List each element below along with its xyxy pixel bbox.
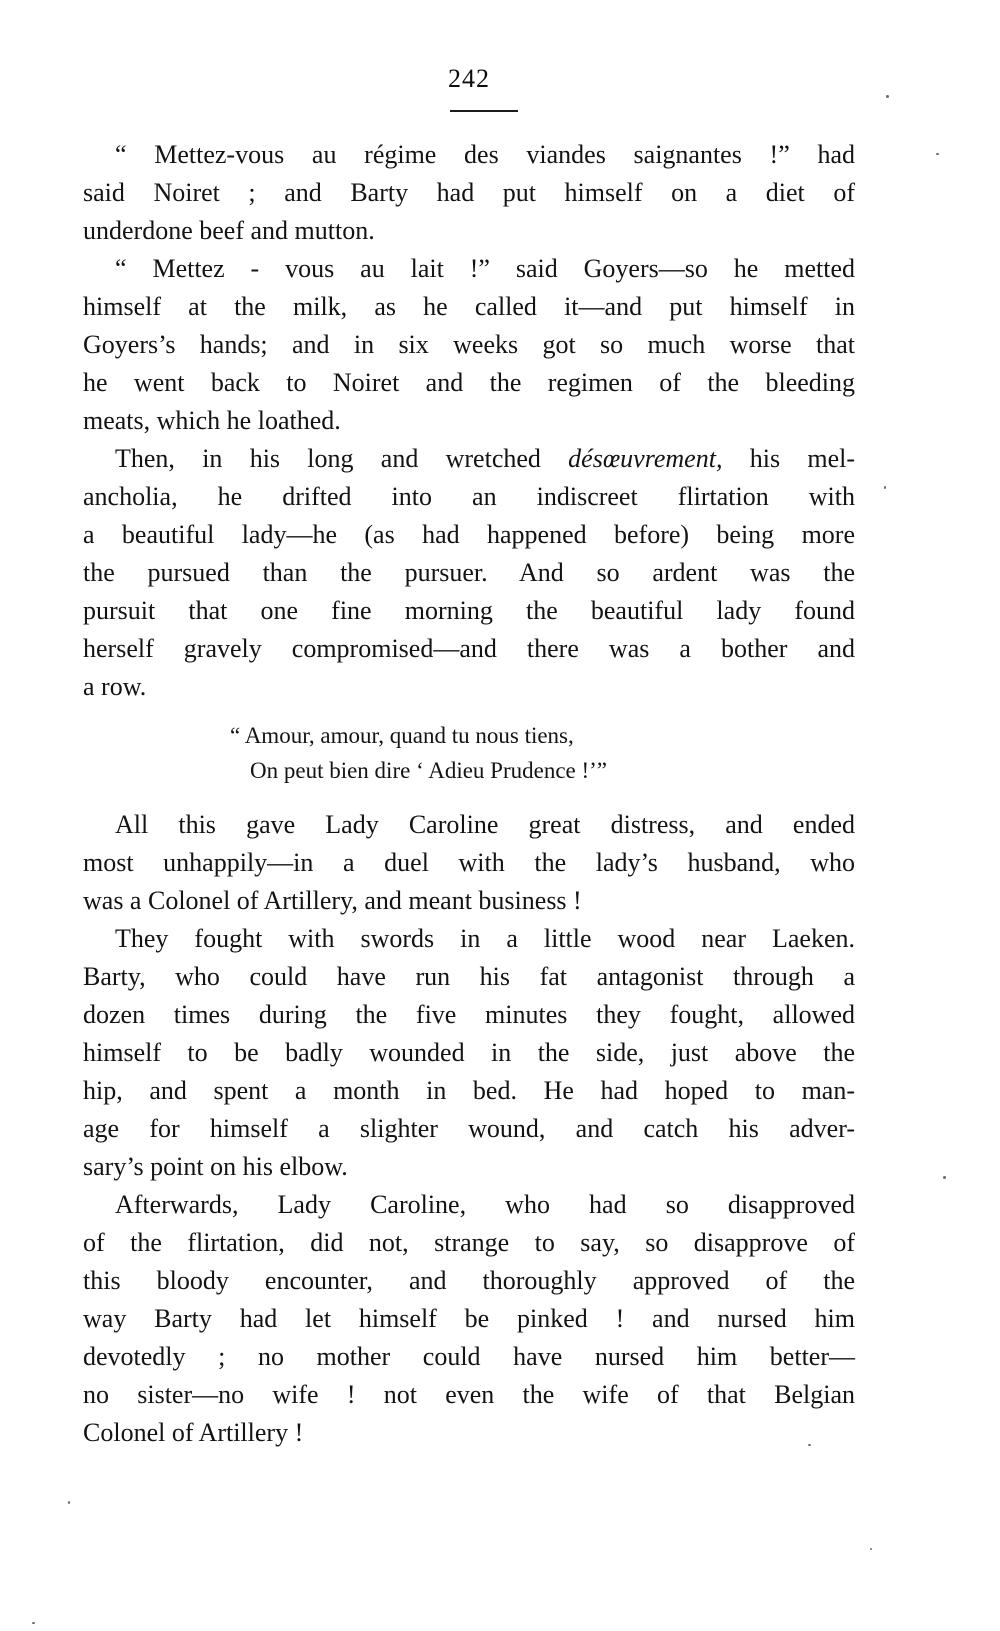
- text-line: was a Colonel of Artillery, and meant business !: [83, 886, 582, 915]
- text-line: “ Mettez - vous au lait !” said Goyers—so he metted: [115, 254, 855, 283]
- text-line: this bloody encounter, and thoroughly approved of the: [83, 1266, 855, 1295]
- paragraph-4: [83, 806, 855, 920]
- text-line: herself gravely compromised—and there was a bother and: [83, 634, 855, 663]
- text-line: said Noiret ; and Barty had put himself on a diet of: [83, 178, 855, 207]
- text-line: the pursued than the pursuer. And so ardent was the: [83, 558, 855, 587]
- text-line: All this gave Lady Caroline great distress, and ended: [115, 810, 855, 839]
- page-number: 242: [448, 64, 490, 93]
- text-line: Afterwards, Lady Caroline, who had so disapproved: [115, 1190, 855, 1219]
- text-line: ancholia, he drifted into an indiscreet flirtation with: [83, 482, 855, 511]
- paragraph-1: [83, 136, 855, 250]
- text-line: They fought with swords in a little wood near Laeken.: [115, 924, 855, 953]
- verse-line: On peut bien dire ‘ Adieu Prudence !’”: [250, 758, 608, 783]
- scan-speck: [870, 1548, 872, 1550]
- folio-container: [83, 64, 855, 94]
- text-line: Goyers’s hands; and in six weeks got so much worse that: [83, 330, 855, 359]
- text-line: meats, which he loathed.: [83, 406, 341, 435]
- text-line: sary’s point on his elbow.: [83, 1152, 348, 1181]
- scan-speck: [884, 486, 886, 489]
- page-body: [83, 136, 855, 1452]
- text-line: hip, and spent a month in bed. He had hoped to man-: [83, 1076, 855, 1105]
- scan-speck: [68, 1501, 70, 1504]
- text-line: pursuit that one fine morning the beautiful lady found: [83, 596, 855, 625]
- scan-speck: [936, 153, 939, 155]
- text-line: way Barty had let himself be pinked ! and nursed him: [83, 1304, 855, 1333]
- text-line: himself at the milk, as he called it—and put himself in: [83, 292, 855, 321]
- text-line: Barty, who could have run his fat antagonist through a: [83, 962, 855, 991]
- text-line: “ Mettez-vous au régime des viandes saignantes !” had: [115, 140, 855, 169]
- text-line: a row.: [83, 672, 147, 701]
- text-line: no sister—no wife ! not even the wife of that Belgian: [83, 1380, 855, 1409]
- paragraph-5: [83, 920, 855, 1186]
- verse-line: “ Amour, amour, quand tu nous tiens,: [230, 723, 574, 748]
- text-line: dozen times during the five minutes they fought, allowed: [83, 1000, 855, 1029]
- paragraph-6: [83, 1186, 855, 1452]
- text-line: most unhappily—in a duel with the lady’s husband, who: [83, 848, 855, 877]
- text-line: [83, 440, 855, 478]
- text-run: Then, in his long and wretched: [115, 444, 569, 473]
- text-line: Colonel of Artillery !: [83, 1418, 304, 1447]
- scan-speck: [943, 1176, 946, 1179]
- folio-rule: [450, 110, 518, 112]
- text-line: age for himself a slighter wound, and catch his adver-: [83, 1114, 855, 1143]
- text-run: his mel-: [722, 444, 855, 473]
- scan-speck: [886, 95, 889, 98]
- text-line: devotedly ; no mother could have nursed him better—: [83, 1342, 855, 1371]
- paragraph-3: [83, 440, 855, 706]
- italic-french-term: désœuvrement,: [568, 444, 723, 473]
- text-line: underdone beef and mutton.: [83, 216, 375, 245]
- text-line: a beautiful lady—he (as had happened before) being more: [83, 520, 855, 549]
- text-line: himself to be badly wounded in the side, just above the: [83, 1038, 855, 1067]
- scan-speck: [808, 1444, 811, 1446]
- paragraph-2: [83, 250, 855, 440]
- text-line: of the flirtation, did not, strange to say, so disapprove of: [83, 1228, 855, 1257]
- scan-speck: [32, 1622, 35, 1624]
- text-line: he went back to Noiret and the regimen of the bleeding: [83, 368, 855, 397]
- verse-quotation: [83, 706, 855, 806]
